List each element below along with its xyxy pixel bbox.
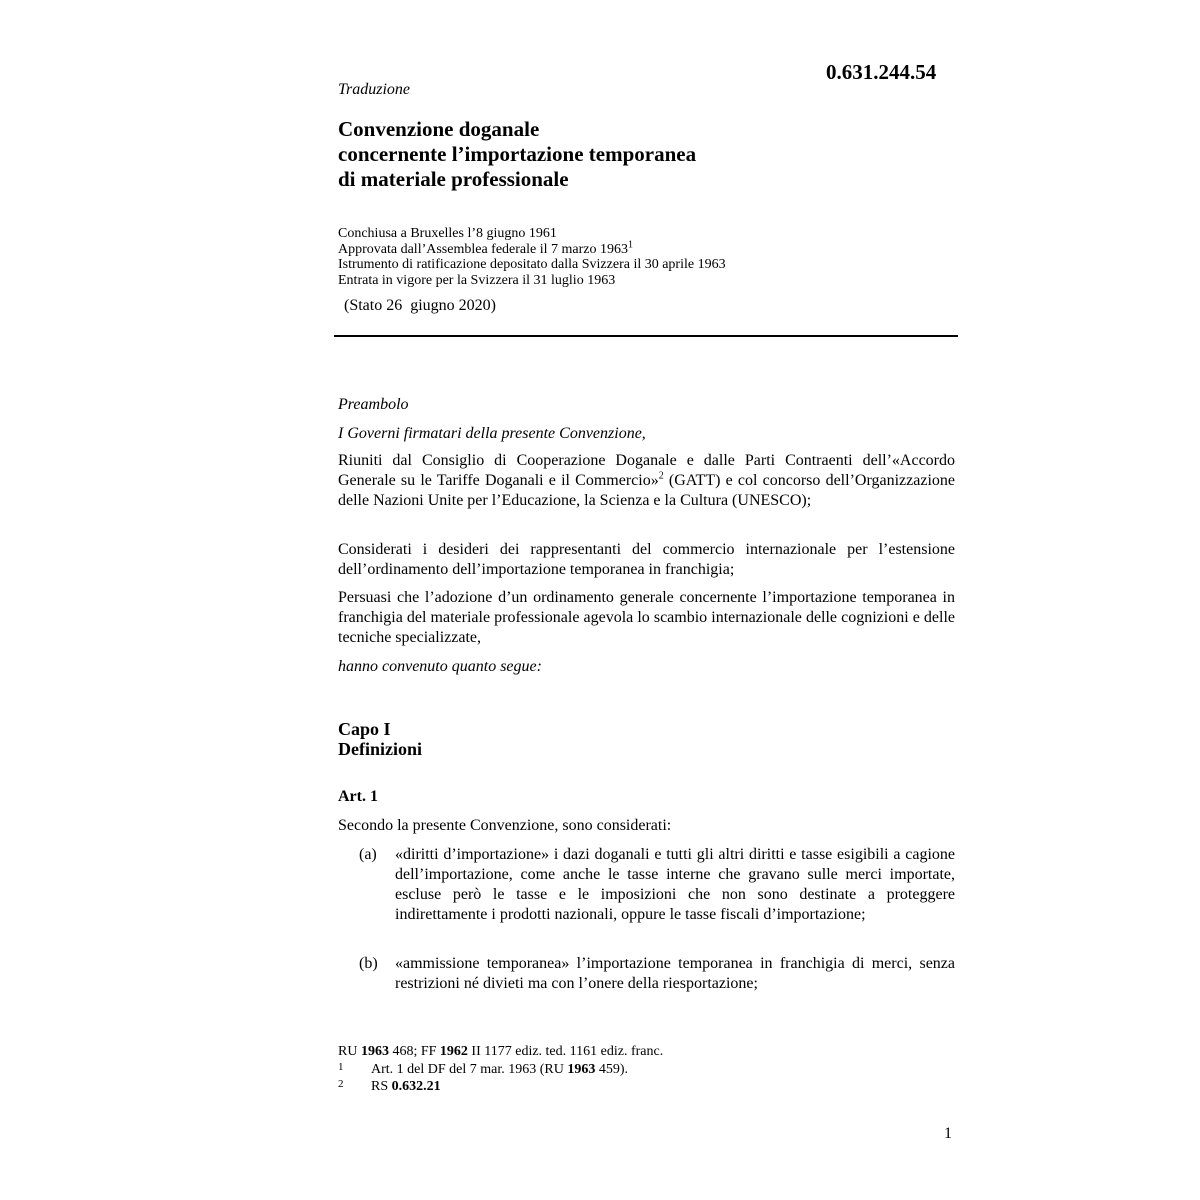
list-item-text: «ammissione temporanea» l’importazione temporanea in franchigia di merci, senza restrizioni né divieti ma con l’onere della riesportazione; — [395, 955, 955, 992]
chapter-title: Definizioni — [338, 739, 422, 759]
header-divider — [334, 335, 958, 337]
translation-label: Traduzione — [338, 81, 411, 98]
article-title: Art. 1 — [338, 788, 378, 805]
preamble-closing: hanno convenuto quanto segue: — [338, 658, 542, 675]
preamble-intro: I Governi firmatari della presente Convenzione, — [338, 425, 646, 442]
preamble-paragraph-3: Persuasi che l’adozione d’un ordinamento generale concernente l’importazione temporanea in franchigia del materiale professionale agevola lo scambio internazionale delle cognizioni e delle tecniche specializzate, — [338, 589, 955, 646]
preamble-paragraph-2: Considerati i desideri dei rappresentanti del commercio internazionale per l’estensione dell’ordinamento dell’importazione temporanea in franchigia; — [338, 541, 955, 578]
footnote-1: 1 Art. 1 del DF del 7 mar. 1963 (RU 1963 459). — [338, 1060, 629, 1077]
preamble-heading: Preambolo — [338, 396, 409, 413]
list-item — [359, 845, 955, 925]
title-line-2: concernente l’importazione temporanea — [338, 142, 697, 166]
list-item-marker: (b) — [359, 955, 378, 972]
title-line-1: Convenzione doganale — [338, 117, 540, 141]
page-number: 1 — [944, 1125, 952, 1142]
chapter-heading — [338, 719, 422, 759]
footnote-ref-1[interactable]: 1 — [628, 238, 634, 250]
document-metadata — [338, 226, 726, 288]
chapter-number: Capo I — [338, 719, 391, 739]
title-line-3: di materiale professionale — [338, 167, 569, 191]
preamble-paragraph-1: Riuniti dal Consiglio di Cooperazione Doganale e dalle Parti Contraenti dell’«Accordo Generale su le Tariffe Doganali e il Commercio»$^2$ (GATT) e col concorso dell’Organizzazione delle Nazioni Unite per l’Educazione, la Scienza e la Cultura (UNESCO); — [338, 452, 955, 509]
list-item — [359, 954, 955, 994]
list-item-marker: (a) — [359, 846, 377, 863]
source-reference: RU 1963 468; FF 1962 II 1177 ediz. ted. 1161 ediz. franc. — [338, 1044, 664, 1059]
sr-number: 0.631.244.54 — [826, 60, 937, 84]
approved-date: Approvata dall’Assemblea federale il 7 marzo 1963$^1$ — [338, 238, 634, 257]
footnote-ref-2[interactable]: 2 — [658, 470, 664, 482]
document-title — [338, 117, 696, 192]
in-force-date: Entrata in vigore per la Svizzera il 31 luglio 1963 — [338, 272, 616, 288]
article-intro: Secondo la presente Convenzione, sono considerati: — [338, 817, 672, 834]
concluded-date: Conchiusa a Bruxelles l’8 giugno 1961 — [338, 226, 557, 241]
footnotes — [338, 1044, 663, 1095]
status-date: (Stato 26 giugno 2020) — [344, 297, 496, 314]
list-item-text: «diritti d’importazione» i dazi doganali e tutti gli altri diritti e tasse esigibili a cagione dell’importazione, come anche le tasse interne che gravano sulle merci importate, escluse però le tasse e le imposizioni che non sono destinate a proteggere indirettamente i prodotti nazionali, oppure le tasse fiscali d’importazione; — [395, 846, 955, 923]
footnote-2: 2 RS 0.632.21 — [338, 1078, 441, 1094]
ratification-date: Istrumento di ratificazione depositato dalla Svizzera il 30 aprile 1963 — [338, 257, 726, 272]
